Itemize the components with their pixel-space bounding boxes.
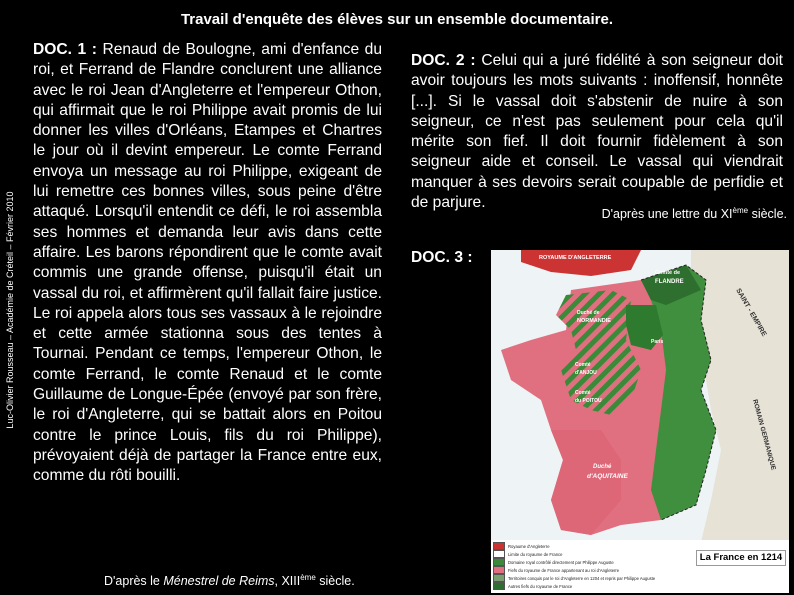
label-angleterre: ROYAUME D'ANGLETERRE — [539, 255, 612, 261]
doc3-label: DOC. 3 : — [411, 249, 473, 266]
legend-item — [493, 566, 619, 574]
legend-item — [493, 582, 572, 590]
doc1-source-title: Ménestrel de Reims — [163, 574, 275, 588]
legend-label: Royaume d'Angleterre — [508, 543, 550, 549]
map-title-box: La France en 1214 — [696, 550, 786, 566]
doc1-label: DOC. 1 : — [33, 41, 97, 58]
label-germanique: ROMAIN GERMANIQUE — [751, 398, 777, 471]
side-credit: Luc-Olivier Rousseau – Académie de Créteil – Février 2010 — [5, 191, 15, 429]
map-legend — [491, 540, 789, 593]
legend-swatch — [493, 566, 505, 574]
label-anjou-2: d'ANJOU — [575, 370, 597, 376]
doc1-text: Renaud de Boulogne, ami d'enfance du roi, et Ferrand de Flandre conclurent une alliance avec le roi Jean d'Angleterre et l'empereur Othon, qui affirmait que le roi Philippe avait promis de lui donner les villes d'Orléans, Etampes et Chartres le jour où il devint empereur. Le comte Ferrand envoya un message au roi Philippe, exigeant de lui remettre ces bonnes villes, sous peine d'être attaqué. Lorsqu'il entendit ce défi, le roi assembla ses hommes et demanda leur avis dans cette affaire. Les barons répondirent que le comte avait commis une grande offense, puisqu'il était un vassal du roi, et affirmèrent qu'il fallait faire justice. Le roi appela alors tous ses vassaux à le rejoindre et cette armée stationna sous des tentes à Tournai. Pendant ce temps, l'empereur Othon, le comte Ferrand, le comte Renaud et le comte Guillaume de Longue-Épée (envoyé par son frère, le roi d'Angleterre, qui se battait alors en Poitou contre le prince Louis, fils du roi Philippe), prévoyaient déjà de partager la France entre eux, comme du rôti bouilli. — [33, 41, 382, 485]
doc2-source — [602, 207, 787, 221]
france-1214-map — [491, 250, 789, 593]
label-empire: SAINT - EMPIRE — [734, 287, 768, 338]
label-normandie-1: Duché de — [577, 310, 600, 316]
legend-item — [493, 542, 550, 550]
doc1-source-suffix: siècle. — [315, 574, 355, 588]
legend-item — [493, 574, 655, 582]
map-canvas — [491, 250, 789, 542]
doc2-label: DOC. 2 : — [411, 52, 476, 69]
legend-swatch — [493, 574, 505, 582]
doc1-source-prefix: D'après le — [104, 574, 164, 588]
doc2-source-sup: ème — [732, 205, 749, 215]
legend-label: Domaine royal contrôlé directement par Philippe Auguste — [508, 559, 614, 565]
legend-label: Autres fiefs du royaume de France — [508, 583, 573, 589]
label-anjou-1: Comté — [575, 362, 591, 368]
doc1-source-sup: ème — [300, 572, 316, 582]
label-aquitaine-1: Duché — [593, 464, 612, 470]
doc2-text: Celui qui a juré fidélité à son seigneur doit avoir toujours les mots suivants : inoffensif, honnête [...]. Si le vassal doit s'abstenir de nuire à son seigneur, ce n'est pas seulement pour cela qu'il mérite son fief. Il doit fournir fidèlement à son seigneur aide et conseil. Le vassal qui viendrait manquer à ses devoirs serait coupable de perfidie et de parjure. — [411, 52, 783, 212]
page-title: Travail d'enquête des élèves sur un ensemble documentaire. — [180, 11, 614, 28]
legend-swatch — [493, 542, 505, 550]
doc1-source: D'après le Ménestrel de Reims, XIIIème siècle. — [104, 572, 355, 588]
legend-swatch — [493, 550, 505, 558]
legend-label: Fiefs du royaume de France appartenant au roi d'Angleterre — [508, 567, 620, 573]
legend-label: Territoires conquis par le roi d'Angleterre en 1204 et repris par Philippe Auguste — [508, 575, 656, 581]
label-normandie-2: NORMANDIE — [577, 318, 611, 324]
doc1-source-century: XIII — [281, 574, 301, 588]
legend-item — [493, 550, 562, 558]
legend-label: Limite du royaume de France — [508, 551, 563, 557]
legend-swatch — [493, 558, 505, 566]
doc2-source-prefix: D'après une lettre du XI — [601, 207, 733, 221]
label-flandre-1: Comté de — [655, 270, 681, 276]
doc1-text-block — [33, 40, 382, 487]
doc2-source-suffix: siècle. — [748, 207, 787, 221]
doc2-text-block — [411, 51, 783, 213]
label-flandre-2: FLANDRE — [655, 279, 684, 285]
legend-item — [493, 558, 614, 566]
label-poitou-1: Comté — [575, 390, 591, 396]
label-poitou-2: du POITOU — [575, 398, 602, 404]
label-aquitaine-2: d'AQUITAINE — [587, 473, 628, 480]
legend-swatch — [493, 582, 505, 590]
label-paris: Paris — [651, 339, 664, 345]
